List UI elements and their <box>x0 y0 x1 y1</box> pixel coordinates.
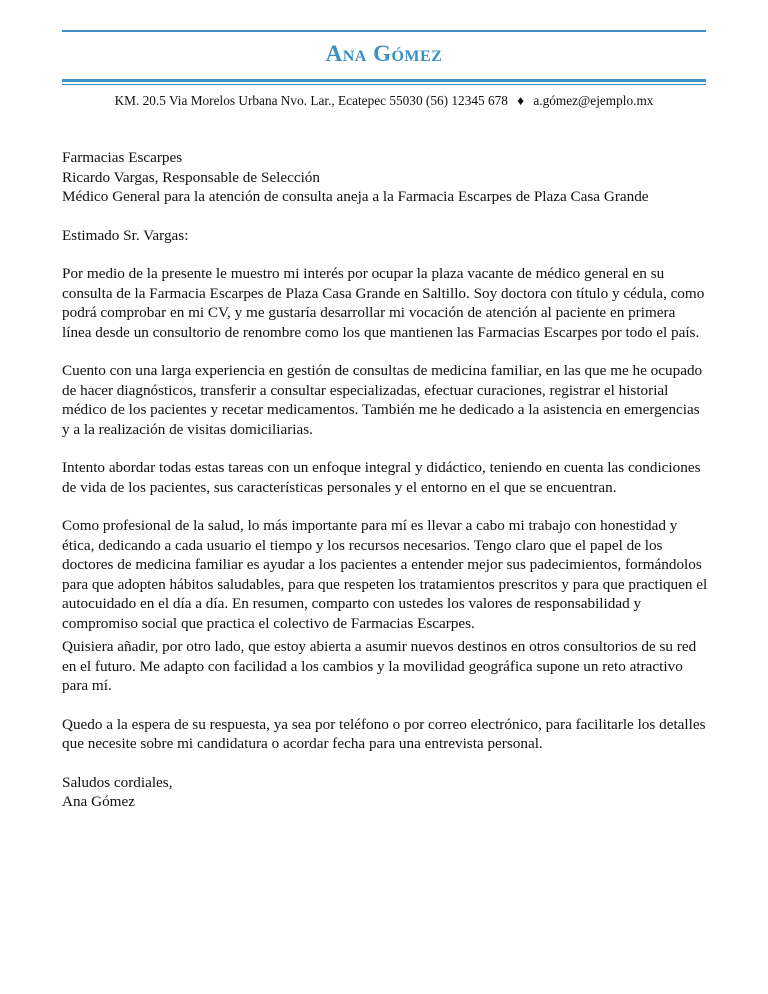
paragraph-approach: Intento abordar todas estas tareas con un enfoque integral y didáctico, teniendo en cuenta las condiciones de vida de los pacientes, sus características personales y el entorno en el que se encuentran. <box>62 459 701 496</box>
header-bottom-rule-thick <box>62 79 706 82</box>
recipient-contact: Ricardo Vargas, Responsable de Selección <box>62 168 320 186</box>
contact-phone: (56) 12345 678 <box>425 93 508 108</box>
contact-line <box>62 93 706 109</box>
closing: Saludos cordiales, <box>62 773 173 791</box>
contact-address: KM. 20.5 Via Morelos Urbana Nvo. Lar., Ecatepec 55030 <box>114 93 423 108</box>
letter-body <box>62 148 708 812</box>
signature: Ana Gómez <box>62 793 135 810</box>
recipient-position: Médico General para la atención de consulta aneja a la Farmacia Escarpes de Plaza Casa Grande <box>62 188 649 205</box>
header-bottom-rule-thin <box>62 84 706 85</box>
salutation: Estimado Sr. Vargas: <box>62 226 189 244</box>
paragraph-mobility: Quisiera añadir, por otro lado, que estoy abierta a asumir nuevos destinos en otros consultorios de su red en el futuro. Me adapto con facilidad a los cambios y la movilidad geográfica supone un reto atractivo para mí. <box>62 638 697 694</box>
paragraph-values: Como profesional de la salud, lo más importante para mí es llevar a cabo mi trabajo con honestidad y ética, dedicando a cada usuario el tiempo y los recursos necesarios. Tengo claro que el papel de los doctores de medicina familiar es ayudar a los pacientes a entender mejor sus padecimientos, formándolos para que adopten hábitos saludables, para que respeten los tratamientos prescritos y para que practiquen el autocuidado en el día a día. En resumen, comparto con ustedes los valores de responsabilidad y compromiso social que practica el colectivo de Farmacias Escarpes. <box>62 517 708 632</box>
paragraph-experience: Cuento con una larga experiencia en gestión de consultas de medicina familiar, en las que me he ocupado de hacer diagnósticos, transferir a consultar especializadas, efectuar curaciones, registrar el historial médico de los pacientes y recetar medicamentos. También me he dedicado a la asistencia en emergencias y a la realización de visitas domiciliarias. <box>62 362 703 438</box>
recipient-company: Farmacias Escarpes <box>62 149 183 166</box>
applicant-name: Ana Gómez <box>325 41 443 66</box>
paragraph-intro: Por medio de la presente le muestro mi interés por ocupar la plaza vacante de médico general en su consulta de la Farmacia Escarpes de Plaza Casa Grande en Saltillo. Soy doctora con título y cédula, como podrá comprobar en mi CV, y me gustaría desarrollar mi vocación de atención al paciente en primera línea desde un consultorio de renombre como los que mantienen las Farmacias Escarpes por todo el país. <box>62 265 705 341</box>
contact-email: a.gómez@ejemplo.mx <box>533 93 654 108</box>
diamond-icon: ♦ <box>517 93 525 108</box>
header-top-rule <box>62 30 706 32</box>
paragraph-closing: Quedo a la espera de su respuesta, ya sea por teléfono o por correo electrónico, para facilitarle los detalles que necesite sobre mi candidatura o acordar fecha para una entrevista personal. <box>62 715 706 752</box>
